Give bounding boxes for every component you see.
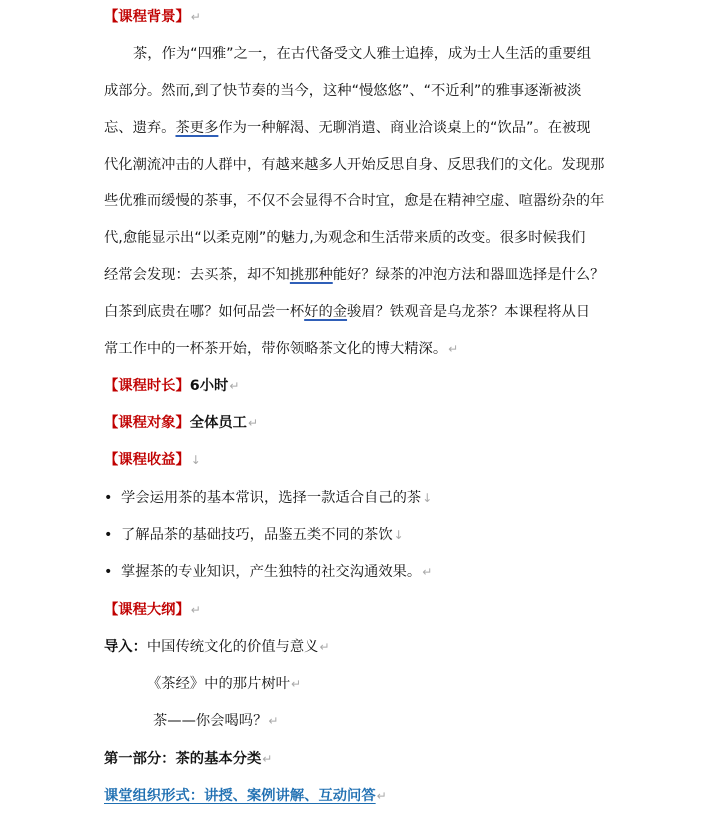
background-line-9	[104, 339, 458, 359]
background-text: 些优雅而缓慢的茶事，不仅不会显得不合时宜，愈是在精神空虚、喧嚣纷杂的年	[104, 193, 605, 209]
outline-sub-text: 《茶经》中的那片树叶	[147, 676, 290, 692]
benefit-item	[104, 488, 432, 508]
class-format-text: 课堂组织形式：讲授、案例讲解、互动问答	[104, 788, 376, 804]
background-text: 作为一种解渴、无聊消遣、商业洽谈桌上的“饮品”。在被现	[218, 120, 591, 136]
bullet-icon: •	[104, 527, 113, 543]
bullet-icon: •	[104, 490, 113, 506]
background-text: 能好？绿茶的冲泡方法和器皿选择是什么？	[332, 267, 605, 283]
background-text: 代化潮流冲击的人群中，有越来越多人开始反思自身、反思我们的文化。发现那	[104, 157, 605, 173]
background-line-4	[104, 155, 604, 175]
paragraph-mark-icon: ↵	[247, 416, 259, 430]
outline-intro-text: 中国传统文化的价值与意义	[146, 639, 319, 655]
paragraph-mark-icon: ↵	[190, 603, 201, 617]
background-text: 成部分。然而,到了快节奏的当今，这种“慢悠悠”、“不近利”的雅事逐渐被淡	[104, 83, 582, 99]
paragraph-mark-icon: ↵	[268, 714, 279, 728]
background-line-5	[104, 191, 604, 211]
background-line-8	[104, 302, 590, 322]
duration-heading: 【课程时长】	[104, 378, 190, 394]
audience-row	[104, 413, 258, 433]
bullet-icon: •	[104, 564, 113, 580]
benefit-item	[104, 525, 404, 545]
background-text: 茶，作为“四雅”之一，在古代备受文人雅士追捧，成为士人生活的重要组	[133, 46, 592, 62]
paragraph-mark-icon: ↵	[262, 752, 273, 766]
background-text: 忘、遗弃。	[104, 120, 176, 136]
line-break-mark-icon: ↓	[422, 491, 433, 505]
paragraph-mark-icon: ↵	[422, 565, 433, 579]
paragraph-mark-icon: ↵	[229, 379, 240, 393]
background-text: 经常会发现：去买茶，却不知	[104, 267, 290, 283]
outline-intro-label: 导入：	[104, 639, 147, 655]
background-line-2	[104, 81, 581, 101]
background-text: 代,愈能显示出“以柔克刚”的魅力,为观念和生活带来质的改变。很多时候我们	[104, 230, 586, 246]
paragraph-mark-icon: ↵	[190, 10, 201, 24]
background-line-1	[133, 44, 591, 64]
benefit-text: 掌握茶的专业知识，产生独特的社交沟通效果。	[120, 564, 422, 580]
audience-value: 全体员工	[189, 415, 247, 431]
audience-heading: 【课程对象】	[104, 415, 190, 431]
outline-intro-row	[104, 637, 330, 657]
duration-row	[104, 376, 239, 396]
outline-heading-row	[104, 600, 201, 620]
background-line-6	[104, 228, 585, 248]
background-line-7	[104, 265, 604, 285]
outline-sub-text: 茶——你会喝吗？	[153, 713, 268, 729]
duration-value: 6小时	[189, 378, 229, 394]
background-heading: 【课程背景】	[104, 9, 190, 25]
line-break-mark-icon: ↓	[190, 453, 201, 467]
outline-sub-item	[153, 711, 278, 731]
part1-heading-row	[104, 749, 272, 769]
paragraph-mark-icon: ↵	[376, 789, 387, 803]
grammar-underlined-text: 好的金	[304, 304, 348, 320]
grammar-underlined-text: 茶更多	[175, 120, 219, 136]
paragraph-mark-icon: ↵	[319, 640, 330, 654]
benefit-text: 学会运用茶的基本常识，选择一款适合自己的茶	[120, 490, 422, 506]
background-text: 常工作中的一杯茶开始，带你领略茶文化的博大精深。	[104, 341, 448, 357]
benefit-text: 了解品茶的基础技巧，品鉴五类不同的茶饮	[120, 527, 393, 543]
benefits-heading-row	[104, 450, 201, 470]
paragraph-mark-icon: ↵	[290, 677, 302, 691]
format-row	[104, 786, 387, 806]
background-text: 白茶到底贵在哪？如何品尝一杯	[104, 304, 305, 320]
background-line-3	[104, 118, 591, 138]
outline-heading: 【课程大纲】	[104, 602, 190, 618]
benefit-item	[104, 562, 432, 582]
background-text: 骏眉？铁观音是乌龙茶？本课程将从日	[347, 304, 591, 320]
background-heading-row	[104, 7, 201, 27]
paragraph-mark-icon: ↵	[448, 342, 459, 356]
line-break-mark-icon: ↓	[393, 528, 404, 542]
grammar-underlined-text: 挑那种	[289, 267, 333, 283]
benefits-heading: 【课程收益】	[104, 452, 190, 468]
outline-sub-item	[147, 674, 301, 694]
part1-heading: 第一部分：茶的基本分类	[104, 751, 262, 767]
